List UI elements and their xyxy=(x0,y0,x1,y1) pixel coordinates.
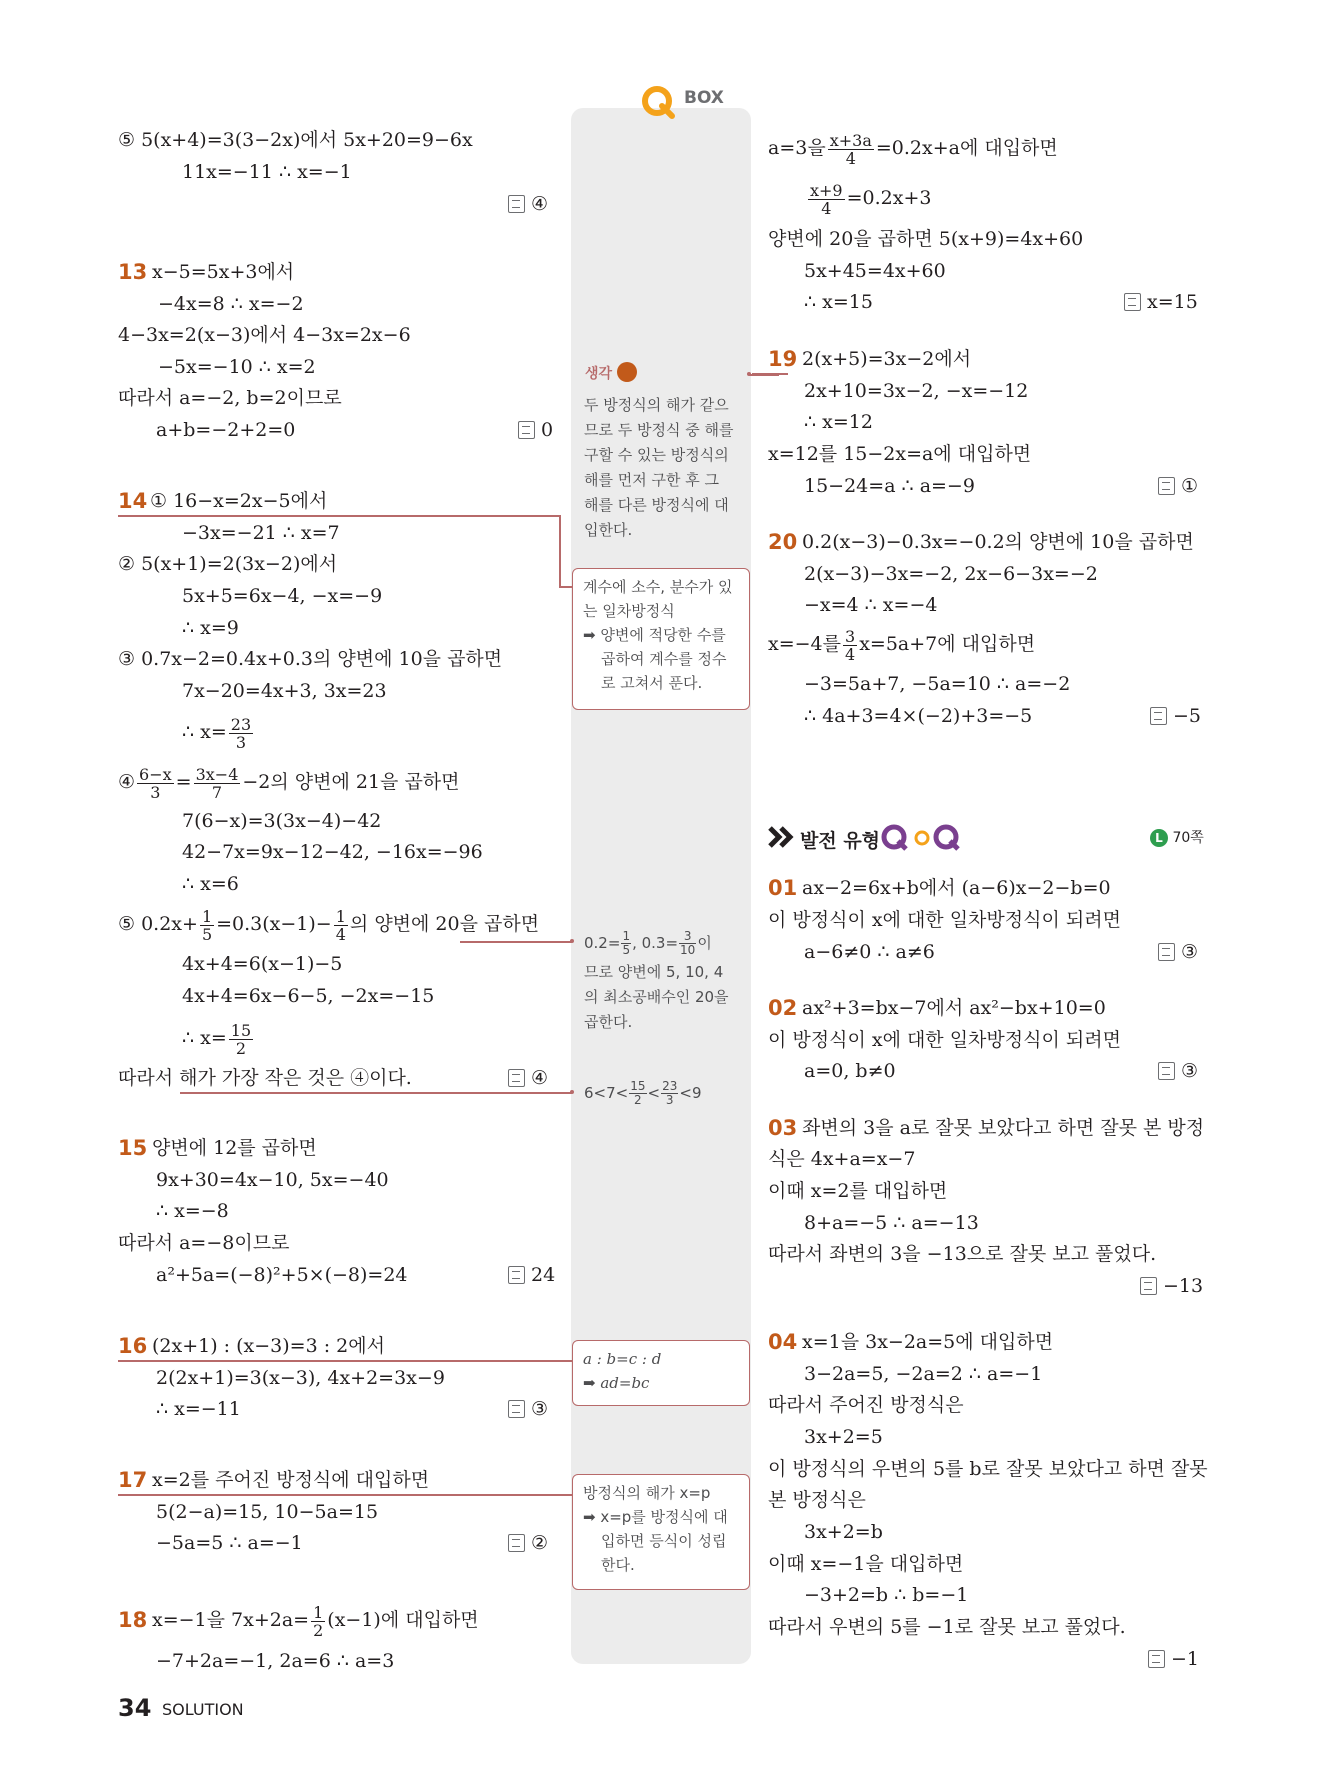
comparison-note: 6<7< $\frac{15}{2}$ < $\frac{23}{3}$ <9 xyxy=(584,1079,702,1107)
answer: −1 xyxy=(1148,1647,1199,1671)
connector-line xyxy=(460,941,572,943)
sidebar-panel xyxy=(571,108,751,1664)
box-label: BOX xyxy=(684,88,724,108)
text-line: 7(6−x)=3(3x−4)−42 xyxy=(182,810,382,832)
text-line: −7+2a=−1, 2a=6 ∴ a=3 xyxy=(156,1650,395,1672)
answer: ③ xyxy=(1158,940,1198,964)
text-line: x=1을 3x−2a=5에 대입하면 xyxy=(802,1331,1054,1353)
connector-line xyxy=(180,1092,572,1094)
answer: ② xyxy=(508,1531,548,1555)
answer-icon xyxy=(508,195,525,213)
tip-box-solution-substitution: 방정식의 해가 x=p ➡ x=p를 방정식에 대 입하면 등식이 성립 한다. xyxy=(572,1474,750,1590)
answer: ③ xyxy=(1158,1059,1198,1083)
text-line: 2x+10=3x−2, −x=−12 xyxy=(804,380,1029,402)
connector-line xyxy=(118,1360,572,1362)
answer-icon xyxy=(508,1534,525,1552)
answer-icon xyxy=(1124,293,1141,311)
text-line: 8+a=−5 ∴ a=−13 xyxy=(804,1212,979,1234)
text-line: 이 방정식이 x에 대한 일차방정식이 되려면 xyxy=(768,1029,1121,1051)
text-line: ax²+3=bx−7에서 ax²−bx+10=0 xyxy=(802,997,1106,1019)
text-line: 2(2x+1)=3(x−3), 4x+2=3x−9 xyxy=(156,1367,445,1389)
answer: 24 xyxy=(508,1263,555,1287)
text-line: a−6≠0 ∴ a≠6 xyxy=(804,941,935,963)
text-line: 양변에 20을 곱하면 5(x+9)=4x+60 xyxy=(768,228,1084,250)
think-badge: 생각 xyxy=(585,362,637,383)
answer-icon xyxy=(508,1266,525,1284)
text-line: ⑤ 5(x+4)=3(3−2x)에서 5x+20=9−6x xyxy=(118,129,473,151)
fraction-line: ∴ x= $\frac{15}{2}$ xyxy=(182,1020,252,1058)
text-line: ∴ x=12 xyxy=(804,411,873,433)
answer-icon xyxy=(508,1400,525,1418)
text-line: 4−3x=2(x−3)에서 4−3x=2x−6 xyxy=(118,324,411,346)
text-line: 7x−20=4x+3, 3x=23 xyxy=(182,680,387,702)
problem-number: 16 xyxy=(118,1334,148,1358)
text-line: 좌변의 3을 a로 잘못 보았다고 하면 잘못 본 방정 xyxy=(802,1117,1205,1139)
answer-icon xyxy=(1140,1277,1157,1295)
answer-icon xyxy=(1158,477,1175,495)
connector-dot xyxy=(570,939,574,943)
text-line: ∴ x=15 xyxy=(804,291,873,313)
connector-line xyxy=(118,515,560,517)
text-line: 0.2(x−3)−0.3x=−0.2의 양변에 10을 곱하면 xyxy=(802,531,1194,553)
text-line: ② 5(x+1)=2(3x−2)에서 xyxy=(118,553,338,575)
problem-number: 02 xyxy=(768,996,798,1020)
text-line: 9x+30=4x−10, 5x=−40 xyxy=(156,1169,389,1191)
text-line: 4x+4=6x−6−5, −2x=−15 xyxy=(182,985,435,1007)
text-line: −5a=5 ∴ a=−1 xyxy=(156,1532,303,1554)
fraction-line: x=−1을 7x+2a= $\frac{1}{2}$ (x−1)에 대입하면 xyxy=(152,1602,479,1640)
q-logo-icon xyxy=(640,84,676,120)
text-line: −3=5a+7, −5a=10 ∴ a=−2 xyxy=(804,673,1071,695)
problem-number: 13 xyxy=(118,260,148,284)
text-line: 따라서 a=−2, b=2이므로 xyxy=(118,387,342,409)
text-line: ax−2=6x+b에서 (a−6)x−2−b=0 xyxy=(802,877,1111,899)
lightbulb-icon xyxy=(617,362,637,382)
text-line: a=0, b≠0 xyxy=(804,1060,896,1082)
answer: ④ xyxy=(508,192,548,216)
text-line: 5x+45=4x+60 xyxy=(804,260,946,282)
text-line: 이 방정식이 x에 대한 일차방정식이 되려면 xyxy=(768,909,1121,931)
text-line: 3x+2=5 xyxy=(804,1426,883,1448)
double-chevron-icon xyxy=(768,826,794,852)
fraction-line: x=−4를 $\frac{3}{4}$ x=5a+7에 대입하면 xyxy=(768,626,1036,664)
text-line: 2(x+5)=3x−2에서 xyxy=(802,348,972,370)
answer-icon xyxy=(508,1069,525,1087)
text-line: ∴ x=6 xyxy=(182,873,239,895)
answer: ④ xyxy=(508,1066,548,1090)
problem-number: 15 xyxy=(118,1136,148,1160)
text-line: ∴ x=−8 xyxy=(156,1200,229,1222)
text-line: ③ 0.7x−2=0.4x+0.3의 양변에 10을 곱하면 xyxy=(118,648,503,670)
page-reference: L 70쪽 xyxy=(1150,827,1204,847)
text-line: 따라서 좌변의 3을 −13으로 잘못 보고 풀었다. xyxy=(768,1243,1157,1265)
problem-number: 04 xyxy=(768,1330,798,1354)
text-line: (2x+1) : (x−3)=3 : 2에서 xyxy=(152,1335,385,1357)
answer-icon xyxy=(1150,707,1167,725)
text-line: 이때 x=2를 대입하면 xyxy=(768,1180,948,1202)
answer: x=15 xyxy=(1124,290,1198,314)
problem-number: 03 xyxy=(768,1116,798,1140)
text-line: x−5=5x+3에서 xyxy=(152,261,295,283)
text-line: 따라서 우변의 5를 −1로 잘못 보고 풀었다. xyxy=(768,1616,1126,1638)
connector-line xyxy=(118,1494,572,1496)
text-line: 이 방정식의 우변의 5를 b로 잘못 보았다고 하면 잘못 xyxy=(768,1458,1208,1480)
think-note: 두 방정식의 해가 같으 므로 두 방정식 중 해를 구할 수 있는 방정식의 해를 먼저 구한 후 그 해를 다른 방정식에 대 입한다. xyxy=(584,396,734,539)
text-line: 이때 x=−1을 대입하면 xyxy=(768,1553,964,1575)
text-line: 따라서 주어진 방정식은 xyxy=(768,1394,964,1416)
fraction-line: ⑤ 0.2x+ $\frac{1}{5}$ =0.3(x−1)− $\frac{1}{4}$ 의 양변에 20을 곱하면 xyxy=(118,906,540,944)
answer-icon xyxy=(1158,943,1175,961)
answer: ③ xyxy=(508,1397,548,1421)
text-line: 본 방정식은 xyxy=(768,1489,866,1511)
lcm-note: 0.2= $\frac{1}{5}$ , 0.3= $\frac{3}{10}$ 이 므로 양변에 5, 10, 4 의 최소공배수인 20을 곱한다. xyxy=(584,929,729,1031)
text-line: ① 16−x=2x−5에서 xyxy=(150,490,328,512)
text-line: 5(2−a)=15, 10−5a=15 xyxy=(156,1501,379,1523)
answer: 0 xyxy=(518,418,553,442)
fraction-line: $\frac{x+9}{4}$ =0.2x+3 xyxy=(810,180,932,218)
text-line: 양변에 12를 곱하면 xyxy=(152,1137,317,1159)
connector-line xyxy=(559,515,561,587)
section-title: 발전 유형 xyxy=(800,830,881,852)
footer-label: SOLUTION xyxy=(162,1700,244,1719)
text-line: −3x=−21 ∴ x=7 xyxy=(182,522,340,544)
text-line: −x=4 ∴ x=−4 xyxy=(804,594,938,616)
connector-dot xyxy=(570,1090,574,1094)
answer-icon xyxy=(1158,1062,1175,1080)
fraction-line: a=3을 $\frac{x+3a}{4}$ =0.2x+a에 대입하면 xyxy=(768,130,1058,168)
text-line: −3+2=b ∴ b=−1 xyxy=(804,1584,969,1606)
connector-line xyxy=(752,373,788,375)
answer: ① xyxy=(1158,474,1198,498)
text-line: x=12를 15−2x=a에 대입하면 xyxy=(768,443,1032,465)
text-line: a+b=−2+2=0 xyxy=(156,419,296,441)
answer-icon xyxy=(518,421,535,439)
text-line: 따라서 해가 가장 작은 것은 ④이다. xyxy=(118,1067,412,1089)
page-number: 34 xyxy=(118,1694,152,1722)
problem-number: 01 xyxy=(768,876,798,900)
text-line: 11x=−11 ∴ x=−1 xyxy=(182,161,352,183)
text-line: 식은 4x+a=x−7 xyxy=(768,1148,916,1170)
problem-number: 20 xyxy=(768,530,798,554)
problem-number: 18 xyxy=(118,1608,148,1632)
problem-number: 14 xyxy=(118,489,148,513)
text-line: 3x+2=b xyxy=(804,1521,883,1543)
text-line: 15−24=a ∴ a=−9 xyxy=(804,475,975,497)
text-line: ∴ x=−11 xyxy=(156,1398,241,1420)
fraction-line: ∴ x= $\frac{23}{3}$ xyxy=(182,714,252,752)
answer: −13 xyxy=(1140,1274,1203,1298)
answer-icon xyxy=(1148,1650,1165,1668)
text-line: 5x+5=6x−4, −x=−9 xyxy=(182,585,383,607)
text-line: a²+5a=(−8)²+5×(−8)=24 xyxy=(156,1264,408,1286)
text-line: −5x=−10 ∴ x=2 xyxy=(158,356,316,378)
text-line: 따라서 a=−8이므로 xyxy=(118,1232,290,1254)
tip-box-decimal-coefficient: 계수에 소수, 분수가 있 는 일차방정식 ➡ 양변에 적당한 수를 곱하여 계수를 정수 로 고쳐서 푼다. xyxy=(572,568,750,710)
text-line: 4x+4=6(x−1)−5 xyxy=(182,953,343,975)
tip-box-proportion: a : b=c : d ➡ ad=bc xyxy=(572,1340,750,1406)
text-line: −4x=8 ∴ x=−2 xyxy=(158,293,304,315)
connector-dot xyxy=(747,372,751,376)
text-line: 3−2a=5, −2a=2 ∴ a=−1 xyxy=(804,1363,1043,1385)
text-line: 2(x−3)−3x=−2, 2x−6−3x=−2 xyxy=(804,563,1098,585)
connector-line xyxy=(559,586,573,588)
text-line: ∴ x=9 xyxy=(182,617,239,639)
text-line: x=2를 주어진 방정식에 대입하면 xyxy=(152,1469,430,1491)
fraction-line: ④ $\frac{6-x}{3}$ = $\frac{3x-4}{7}$ −2의 양변에 21을 곱하면 xyxy=(118,764,460,802)
problem-number: 17 xyxy=(118,1468,148,1492)
answer: −5 xyxy=(1150,704,1201,728)
q-plus-q-icon xyxy=(880,822,964,858)
text-line: 42−7x=9x−12−42, −16x=−96 xyxy=(182,841,483,863)
text-line: ∴ 4a+3=4×(−2)+3=−5 xyxy=(804,705,1033,727)
problem-number: 19 xyxy=(768,347,798,371)
